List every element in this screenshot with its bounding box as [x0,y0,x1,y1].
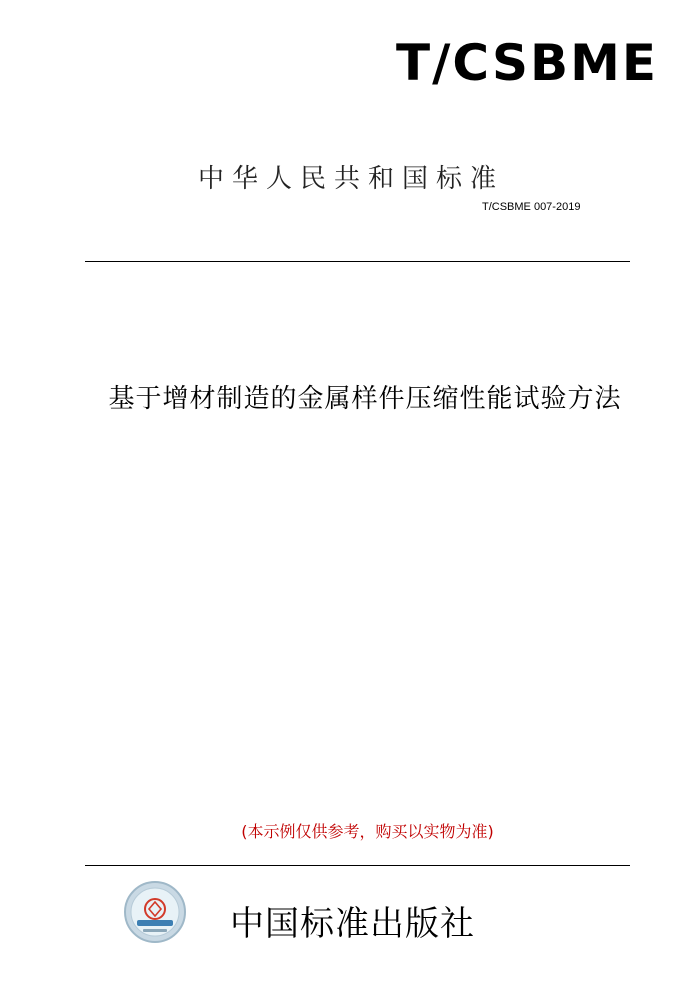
bottom-divider [85,865,630,866]
sample-notice: (本示例仅供参考，购买以实物为准) [241,822,494,841]
document-title: 基于增材制造的金属样件压缩性能试验方法 [108,384,622,414]
org-logo-text: T/CSBME [395,34,658,92]
top-divider [85,261,630,262]
standard-class-heading: 中华人民共和国标准 [198,164,505,194]
standard-number: T/CSBME 007-2019 [482,201,581,213]
publisher-seal-icon [123,880,187,944]
publisher-name: 中国标准出版社 [230,904,475,944]
